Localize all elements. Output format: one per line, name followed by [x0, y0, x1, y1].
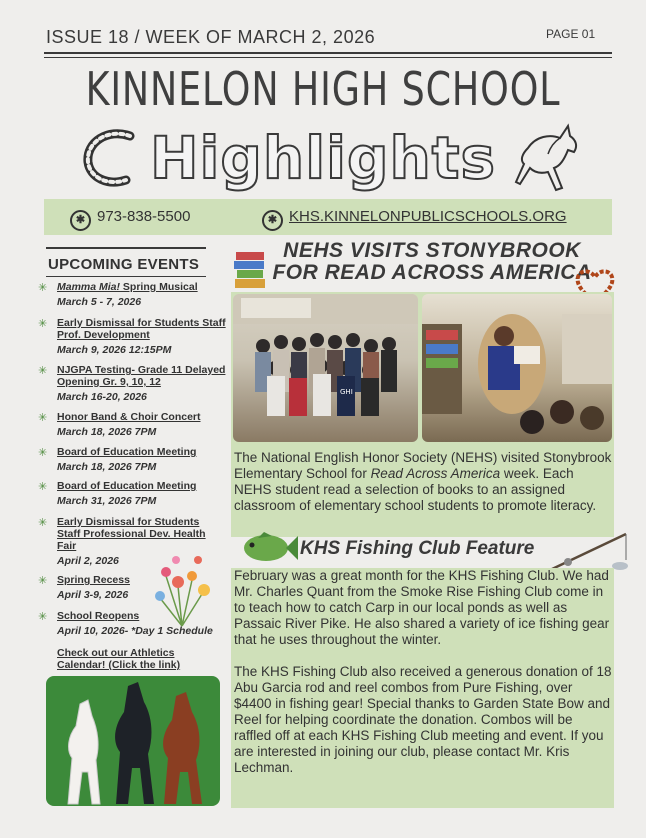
phone-contact[interactable]: [70, 208, 190, 231]
event-date: March 9, 2026 12:15PM: [57, 344, 172, 356]
newsletter-title: Highlights: [149, 124, 497, 192]
running-horse-icon: [510, 118, 590, 198]
event-date: March 5 - 7, 2026: [57, 296, 142, 308]
event-title: Board of Education Meeting: [57, 446, 197, 458]
fishing-paragraph: The KHS Fishing Club also received a generous donation of 18 Abu Garcia rod and reel combos from Pure Fishing, over $4400 in fishing gear! Special thanks to Garden State Bow and Reel for helping coordinate the donation. Combos will be raffled off at each KHS Fishing Club meeting and event. If you are interested in joining our club, please contact Mr. Kris Lechman.: [234, 664, 612, 775]
bullet-icon: ✳: [38, 365, 48, 377]
nehs-headline: NEHS VISITS STONYBROOK FOR READ ACROSS AMERICA: [272, 239, 592, 284]
fishing-article: [234, 568, 612, 792]
website-link[interactable]: [262, 208, 567, 231]
black-horse-icon: [115, 682, 154, 804]
fishing-paragraph: February was a great month for the KHS Fishing Club. We had Mr. Charles Quant from the Smoke Rise Fishing Club come in to teach how to catch Carp in our local ponds as well as Passaic River Pike. He also shared a variety of ice fishing gear that he uses throughout the winter.: [234, 568, 610, 647]
flowers-icon: [148, 546, 220, 628]
event-item[interactable]: [38, 364, 228, 403]
event-title: Honor Band & Choir Concert: [57, 411, 201, 423]
event-title: Early Dismissal for Students Staff Professional Dev. Health Fair: [57, 516, 206, 552]
issue-label: ISSUE 18 / WEEK OF MARCH 2, 2026: [46, 27, 376, 47]
event-title: [57, 281, 228, 293]
event-date: March 31, 2026 7PM: [57, 495, 157, 507]
bullet-icon: ✳: [38, 611, 48, 623]
athletics-calendar-link[interactable]: Check out our Athletics Calendar! (Click the link): [57, 647, 181, 671]
brown-horse-icon: [163, 692, 202, 804]
event-date: March 18, 2026 7PM: [57, 461, 157, 473]
event-date: April 10, 2026- *Day 1 Schedule: [57, 625, 213, 637]
events-title: UPCOMING EVENTS: [48, 256, 200, 273]
nehs-text-part2: week. Each NEHS student read a selection of books to an assigned classroom of elementary school students to promote literacy.: [234, 466, 597, 513]
bullet-icon: ✳: [38, 517, 48, 529]
event-item[interactable]: [38, 480, 228, 507]
event-item[interactable]: [38, 317, 228, 356]
bullet-icon: ✳: [38, 447, 48, 459]
website-url: KHS.KINNELONPUBLICSCHOOLS.ORG: [289, 208, 567, 225]
event-title-rest: Spring Musical: [120, 281, 198, 293]
event-title: Board of Education Meeting: [57, 480, 197, 492]
event-date: March 16-20, 2026: [57, 391, 147, 403]
event-item[interactable]: [38, 411, 228, 438]
events-divider-top: [46, 247, 206, 249]
event-date: March 18, 2026 7PM: [57, 426, 157, 438]
web-icon: ✱: [262, 210, 283, 231]
events-divider-bottom: [46, 276, 206, 277]
event-date: April 3-9, 2026: [57, 589, 129, 601]
event-date: April 2, 2026: [57, 555, 119, 567]
event-title: School Reopens: [57, 610, 140, 622]
nehs-article: [234, 450, 612, 514]
school-name: KINNELON HIGH SCHOOL: [85, 62, 561, 116]
bullet-icon: ✳: [38, 282, 48, 294]
phone-icon: ✱: [70, 210, 91, 231]
horseshoe-icon: [78, 128, 156, 188]
event-item[interactable]: [38, 446, 228, 473]
event-title: NJGPA Testing- Grade 11 Delayed Opening Gr. 9, 10, 12: [57, 364, 226, 388]
header-divider-thin: [44, 57, 612, 58]
fish-icon: [236, 528, 298, 568]
event-title: Spring Recess: [57, 574, 130, 586]
event-title: Early Dismissal for Students Staff Prof. Development: [57, 317, 226, 341]
phone-number: 973-838-5500: [97, 208, 191, 225]
page-number: PAGE 01: [546, 27, 596, 41]
horses-image: [46, 676, 220, 806]
event-item[interactable]: [38, 281, 228, 308]
event-title-em: Mamma Mia!: [57, 281, 121, 293]
shirt-logo: GHI: [340, 388, 353, 396]
bullet-icon: ✳: [38, 575, 48, 587]
fishing-headline: KHS Fishing Club Feature: [300, 538, 535, 559]
white-horse-icon: [68, 700, 100, 804]
bullet-icon: ✳: [38, 318, 48, 330]
nehs-classroom-photo: [422, 294, 612, 442]
nehs-text-emphasis: Read Across America: [370, 466, 501, 481]
header-divider: [44, 52, 612, 54]
bullet-icon: ✳: [38, 412, 48, 424]
nehs-text-part1: The National English Honor Society (NEHS) visited Stonybrook Elementary School for: [234, 450, 612, 481]
nehs-group-photo: [233, 294, 418, 442]
bullet-icon: ✳: [38, 481, 48, 493]
